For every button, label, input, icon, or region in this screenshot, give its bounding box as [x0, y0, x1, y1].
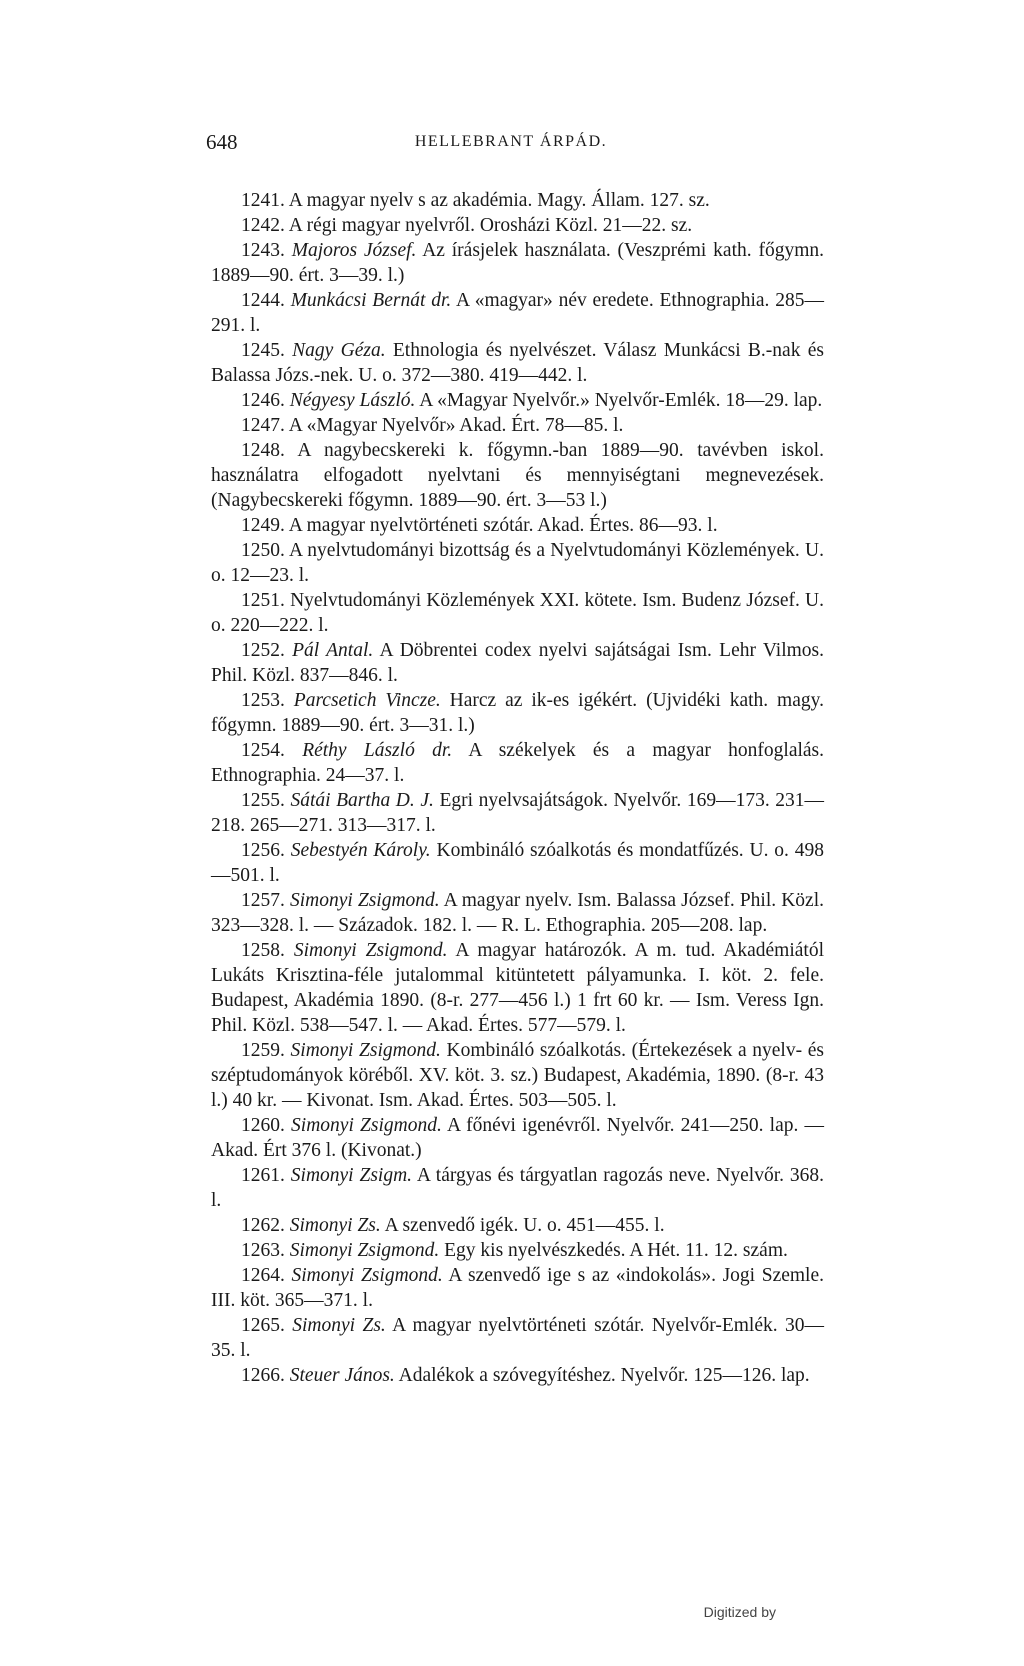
entry-number: 1261. — [241, 1165, 285, 1186]
entry-author: Pál Antal. — [292, 640, 374, 661]
entry-number: 1248. — [241, 440, 285, 461]
entry-author: Simonyi Zsigmond. — [291, 1115, 442, 1136]
entry-text: Adalékok a szóvegyítéshez. Nyelvőr. 125—126. lap. — [398, 1365, 810, 1386]
entry-author: Sátái Bartha D. J. — [290, 790, 434, 811]
entry-author: Parcsetich Vincze. — [293, 690, 441, 711]
entry-text: A régi magyar nyelvről. Orosházi Közl. 21—22. sz. — [288, 215, 693, 236]
bibliography-entry — [211, 838, 824, 888]
page-header — [206, 130, 816, 160]
bibliography-entry — [211, 188, 824, 213]
entry-text: A nagybecskereki k. főgymn.-ban 1889—90. tavévben iskol. használatra elfogadott nyelvtani és mennyiségtani megnevezések. (Nagybecskereki főgymn. 1889—90. ért. 3—53 l.) — [211, 440, 824, 511]
entry-text: A «Magyar Nyelvőr.» Nyelvőr-Emlék. 18—29. lap. — [419, 390, 823, 411]
bibliography-entry — [211, 413, 824, 438]
entry-number: 1246. — [241, 390, 285, 411]
entry-number: 1252. — [241, 640, 285, 661]
entry-number: 1250. — [241, 540, 285, 561]
bibliography-entry — [211, 1163, 824, 1213]
bibliography-entry — [211, 338, 824, 388]
entry-text: A főnévi igenévről. Nyelvőr. 241—250. lap. — Akad. Ért 376 l. (Kivonat.) — [211, 1115, 825, 1161]
bibliography-entry — [211, 438, 824, 513]
entry-text: A szenvedő ige s az «indokolás». Jogi Szemle. III. köt. 365—371. l. — [211, 1265, 825, 1311]
entry-author: Simonyi Zsigmond. — [291, 1265, 443, 1286]
bibliography-entry — [211, 788, 824, 838]
entry-author: Steuer János. — [289, 1365, 395, 1386]
entry-author: Simonyi Zs. — [292, 1315, 386, 1336]
entry-author: Majoros József. — [291, 240, 417, 261]
bibliography-entry — [211, 1113, 824, 1163]
entry-number: 1256. — [241, 840, 285, 861]
digitized-by-watermark: Digitized by — [703, 1604, 776, 1620]
entry-author: Nagy Géza. — [292, 340, 386, 361]
entry-author: Munkácsi Bernát dr. — [290, 290, 452, 311]
entry-number: 1247. — [241, 415, 285, 436]
entry-number: 1266. — [241, 1365, 285, 1386]
entry-author: Simonyi Zsigmond. — [289, 890, 440, 911]
bibliography-entry — [211, 538, 824, 588]
entry-text: Kombináló szóalkotás. (Értekezések a nyelv- és széptudományok köréből. XV. köt. 3. sz.) Budapest, Akadémia, 1890. (8-r. 43 l.) 40 kr. — Kivonat. Ism. Akad. Értes. 503—505. l. — [211, 1040, 824, 1111]
entry-number: 1263. — [241, 1240, 285, 1261]
entry-text: A Döbrentei codex nyelvi sajátságai Ism. Lehr Vilmos. Phil. Közl. 837—846. l. — [211, 640, 824, 686]
entry-number: 1254. — [241, 740, 285, 761]
entry-text: Harcz az ik-es igékért. (Ujvidéki kath. magy. főgymn. 1889—90. ért. 3—31. l.) — [211, 690, 824, 736]
bibliography-entry — [211, 738, 824, 788]
bibliography-entry — [211, 1313, 824, 1363]
entry-number: 1255. — [241, 790, 285, 811]
entry-text: A magyar nyelv s az akadémia. Magy. Állam. 127. sz. — [288, 190, 710, 211]
bibliography-entry — [211, 213, 824, 238]
entry-number: 1245. — [241, 340, 285, 361]
entry-number: 1260. — [241, 1115, 285, 1136]
entry-text: A magyar határozók. A m. tud. Akadémiától Lukáts Krisztina-féle jutalommal kitüntetett pályamunka. I. köt. 2. fele. Budapest, Akadémia 1890. (8-r. 277—456 l.) 1 frt 60 kr. — Ism. Veress Ign. Phil. Közl. 538—547. l. — Akad. Értes. 577—579. l. — [211, 940, 824, 1036]
bibliography-entry — [211, 888, 824, 938]
page-number: 648 — [206, 130, 238, 154]
entry-number: 1257. — [241, 890, 285, 911]
entry-text: Ethnologia és nyelvészet. Válasz Munkácsi B.-nak és Balassa Józs.-nek. U. o. 372—380. 419—442. l. — [211, 340, 824, 386]
entry-text: A székelyek és a magyar honfoglalás. Ethnographia. 24—37. l. — [211, 740, 825, 786]
entry-author: Simonyi Zsigmond. — [290, 1040, 441, 1061]
entry-number: 1241. — [241, 190, 285, 211]
entry-number: 1242. — [241, 215, 285, 236]
entry-number: 1244. — [241, 290, 285, 311]
bibliography-entry — [211, 1263, 824, 1313]
entry-text: A nyelvtudományi bizottság és a Nyelvtudományi Közlemények. U. o. 12—23. l. — [211, 540, 824, 586]
entry-author: Simonyi Zsigmond. — [293, 940, 448, 961]
entry-text: A szenvedő igék. U. o. 451—455. l. — [384, 1215, 665, 1236]
entry-text: Nyelvtudományi Közlemények XXI. kötete. Ism. Budenz József. U. o. 220—222. l. — [211, 590, 824, 636]
bibliography-entry — [211, 238, 824, 288]
entry-number: 1249. — [241, 515, 285, 536]
entry-author: Négyesy László. — [289, 390, 416, 411]
entry-number: 1258. — [241, 940, 285, 961]
bibliography-entry — [211, 688, 824, 738]
entry-number: 1253. — [241, 690, 285, 711]
entry-text: Egy kis nyelvészkedés. A Hét. 11. 12. szám. — [444, 1240, 788, 1261]
entry-text: A tárgyas és tárgyatlan ragozás neve. Nyelvőr. 368. l. — [211, 1165, 825, 1211]
entry-text: A magyar nyelv. Ism. Balassa József. Phil. Közl. 323—328. l. — Századok. 182. l. — R. L. Ethographia. 205—208. lap. — [211, 890, 824, 936]
entry-text: Kombináló szóalkotás és mondatfűzés. U. o. 498—501. l. — [211, 840, 824, 886]
bibliography-entries — [211, 188, 824, 1388]
bibliography-entry — [211, 1213, 824, 1238]
bibliography-entry — [211, 1363, 824, 1388]
running-head: HELLEBRANT ÁRPÁD. — [414, 133, 608, 150]
entry-text: A magyar nyelvtörténeti szótár. Nyelvőr-Emlék. 30—35. l. — [211, 1315, 824, 1361]
bibliography-entry — [211, 588, 824, 638]
entry-author: Sebestyén Károly. — [290, 840, 431, 861]
entry-text: Az írásjelek használata. (Veszprémi kath. főgymn. 1889—90. ért. 3—39. l.) — [211, 240, 824, 286]
bibliography-entry — [211, 1038, 824, 1113]
bibliography-entry — [211, 288, 824, 338]
entry-author: Simonyi Zsigmond. — [289, 1240, 440, 1261]
bibliography-entry — [211, 638, 824, 688]
bibliography-entry — [211, 388, 824, 413]
entry-number: 1265. — [241, 1315, 285, 1336]
entry-number: 1243. — [241, 240, 285, 261]
entry-number: 1264. — [241, 1265, 285, 1286]
bibliography-entry — [211, 513, 824, 538]
entry-author: Simonyi Zsigm. — [290, 1165, 413, 1186]
bibliography-entry — [211, 1238, 824, 1263]
entry-author: Réthy László dr. — [302, 740, 453, 761]
bibliography-entry — [211, 938, 824, 1038]
entry-text: Egri nyelvsajátságok. Nyelvőr. 169—173. 231—218. 265—271. 313—317. l. — [211, 790, 825, 836]
entry-text: A «magyar» név eredete. Ethnographia. 285—291. l. — [211, 290, 824, 336]
entry-number: 1251. — [241, 590, 285, 611]
entry-number: 1259. — [241, 1040, 285, 1061]
entry-text: A «Magyar Nyelvőr» Akad. Ért. 78—85. l. — [288, 415, 624, 436]
entry-author: Simonyi Zs. — [289, 1215, 381, 1236]
entry-text: A magyar nyelvtörténeti szótár. Akad. Értes. 86—93. l. — [288, 515, 718, 536]
entry-number: 1262. — [241, 1215, 285, 1236]
